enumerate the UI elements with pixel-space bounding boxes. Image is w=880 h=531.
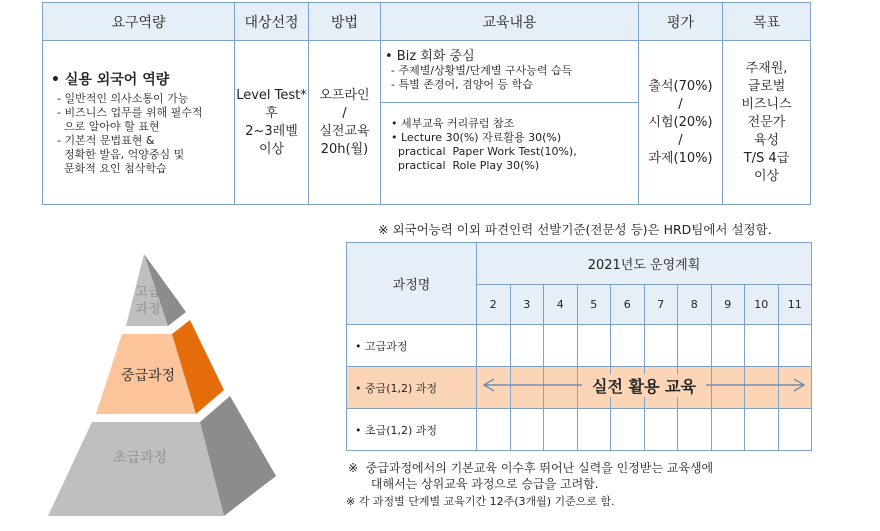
goal-line: 주재원, [745, 60, 788, 76]
banner-label: 실전 활용 교육 [582, 374, 706, 397]
schedule-row-beginner [347, 409, 812, 451]
competency-item: 으로 알아야 할 표현 [57, 120, 160, 133]
target-line: Level Test* [236, 87, 307, 103]
goal-line: T/S 4급 [743, 150, 790, 166]
header-education-content: 교육내용 [381, 3, 639, 41]
method-line: / [342, 105, 347, 121]
target-line: 후 [265, 105, 278, 121]
goal-line: 전문가 [747, 114, 786, 130]
header-course-name: 과정명 [347, 243, 477, 325]
content-bottom-line: practical Paper Work Test(10%), [391, 145, 577, 158]
header-method: 방법 [309, 3, 381, 41]
header-required-competency: 요구역량 [43, 3, 235, 41]
course-level-pyramid [28, 250, 288, 520]
competency-item: - 기본적 문법표현 & [57, 134, 155, 147]
evaluation-line: / [678, 132, 683, 148]
competency-list [57, 92, 230, 176]
duration-note: ※ 각 과정별 단계별 교육기간 12주(3개월) 기준으로 함. [346, 495, 615, 508]
course-label: • 중급(1,2) 과정 [347, 367, 477, 409]
evaluation-line: 과제(10%) [648, 150, 713, 166]
content-top-item: - 특별 존경어, 겸양어 등 학습 [391, 78, 533, 91]
content-bottom [381, 103, 638, 179]
month-header: 3 [510, 285, 544, 325]
evaluation-line: 출석(70%) [648, 78, 713, 94]
pyramid-top-label-2: 과정 [135, 302, 161, 317]
goal-line: 이상 [753, 168, 780, 184]
selection-note: ※ 외국어능력 이외 파견인력 선발기준(전문성 등)은 HRD팀에서 설정함. [378, 222, 772, 237]
month-header: 9 [711, 285, 745, 325]
content-bottom-line: practical Role Play 30(%) [391, 159, 540, 172]
competency-title: • 실용 외국어 역량 [51, 72, 170, 88]
pyramid-bottom-front [48, 422, 224, 516]
schedule-table [346, 242, 812, 451]
cell-target [235, 41, 309, 205]
month-header: 5 [577, 285, 611, 325]
month-header: 11 [778, 285, 812, 325]
competency-item: - 비즈니스 업무를 위해 필수적 [57, 106, 203, 119]
header-target-selection: 대상선정 [235, 3, 309, 41]
month-header: 8 [678, 285, 712, 325]
practical-training-banner [476, 364, 812, 406]
pyramid-middle-label: 중급과정 [120, 368, 176, 384]
competency-item: 정확한 발음, 억양중심 및 [57, 148, 185, 161]
pyramid-bottom-label: 초급과정 [112, 450, 168, 466]
content-bottom-line: • Lecture 30(%) 자료활용 30(%) [391, 131, 562, 144]
month-header: 2 [477, 285, 511, 325]
competency-table [42, 2, 811, 205]
header-goal: 목표 [723, 3, 811, 41]
month-header: 4 [544, 285, 578, 325]
cell-competency [43, 41, 235, 205]
month-header: 7 [644, 285, 678, 325]
pyramid-top-label-1: 고급 [135, 285, 161, 300]
header-evaluation: 평가 [639, 3, 723, 41]
promotion-note-line: 대해서는 상위교육 과정으로 승급을 고려함. [348, 477, 599, 491]
cell-evaluation [639, 41, 723, 205]
content-top-title: • Biz 회화 중심 [385, 49, 475, 64]
competency-item: 문화적 요인 첨삭학습 [57, 162, 167, 175]
goal-line: 비즈니스 [741, 96, 792, 112]
header-operation-plan: 2021년도 운영계획 [477, 243, 812, 285]
cell-method [309, 41, 381, 205]
cell-content [381, 41, 639, 205]
evaluation-line: / [678, 96, 683, 112]
method-line: 20h(월) [320, 141, 369, 157]
course-label: • 초급(1,2) 과정 [347, 409, 477, 451]
content-top-item: - 주제별/상황별/단계별 구사능력 습득 [391, 64, 573, 77]
method-line: 오프라인 [319, 87, 370, 103]
month-header: 6 [611, 285, 645, 325]
method-line: 실전교육 [319, 123, 370, 139]
target-line: 이상 [258, 141, 285, 157]
promotion-note-line: ※ 중급과정에서의 기본교육 이수후 뛰어난 실력을 인정받는 교육생에 [348, 461, 714, 475]
content-top [381, 41, 638, 103]
evaluation-line: 시험(20%) [648, 114, 713, 130]
goal-line: 육성 [753, 132, 780, 148]
schedule-row-advanced [347, 325, 812, 367]
course-label: • 고급과정 [347, 325, 477, 367]
content-bottom-line: • 세부교육 커리큐럼 참조 [391, 117, 515, 130]
competency-item: - 일반적인 의사소통이 가능 [57, 92, 189, 105]
target-line: 2~3레벨 [245, 123, 298, 139]
promotion-note [348, 460, 713, 492]
goal-line: 글로벌 [747, 78, 786, 94]
cell-goal [723, 41, 811, 205]
month-header: 10 [745, 285, 779, 325]
